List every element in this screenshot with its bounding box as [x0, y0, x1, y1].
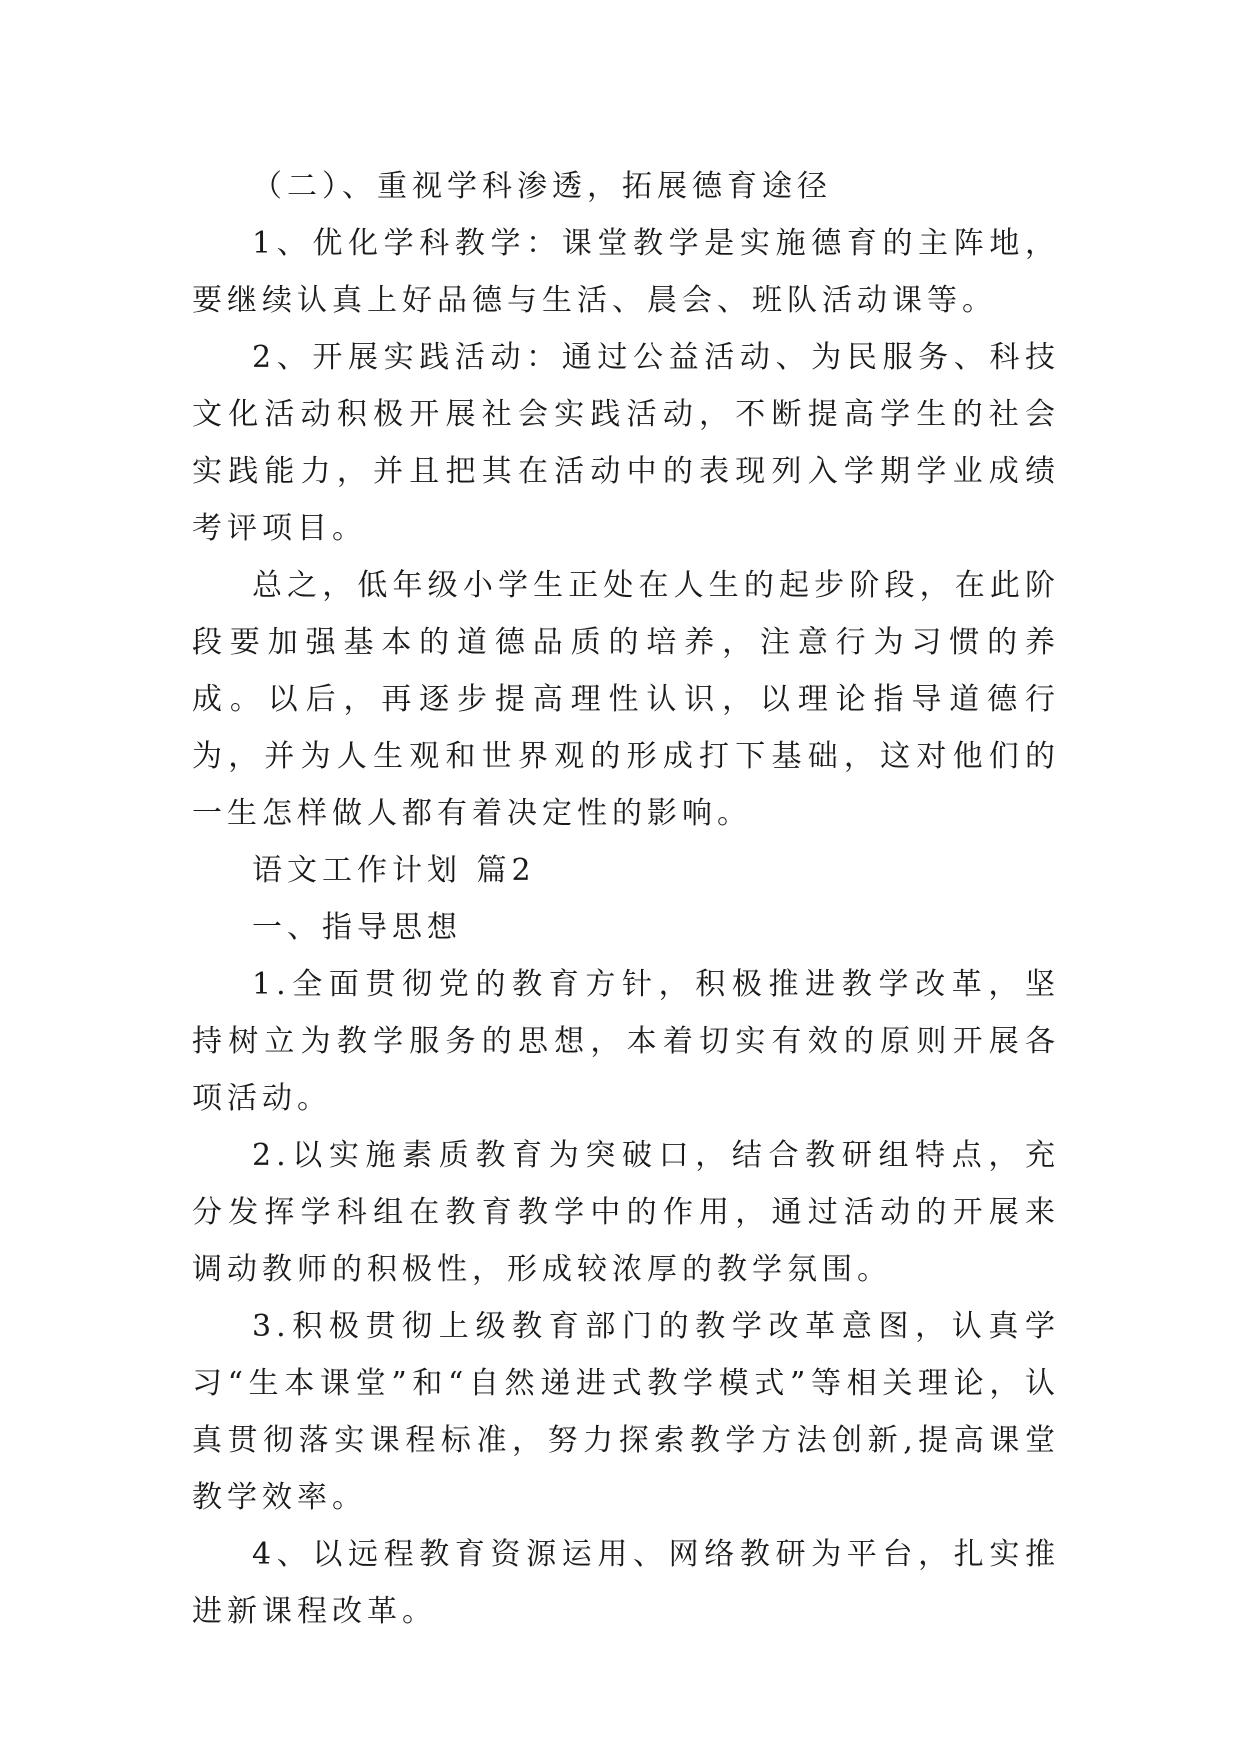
paragraph: 1.全面贯彻党的教育方针，积极推进教学改革，坚持树立为教学服务的思想，本着切实有效的原则开展各项活动。	[192, 967, 1060, 1116]
paragraph: 2.以实施素质教育为突破口，结合教研组特点，充分发挥学科组在教育教学中的作用，通过活动的开展来调动教师的积极性，形成较浓厚的教学氛围。	[192, 1138, 1060, 1287]
paragraph: 2、开展实践活动：通过公益活动、为民服务、科技文化活动积极开展社会实践活动，不断提高学生的社会实践能力，并且把其在活动中的表现列入学期学业成绩考评项目。	[192, 340, 1060, 546]
document-title: 语文工作计划 篇2	[252, 853, 536, 888]
paragraph: 3.积极贯彻上级教育部门的教学改革意图，认真学习“生本课堂”和“自然递进式教学模式”等相关理论，认真贯彻落实课程标准，努力探索教学方法创新,提高课堂教学效率。	[192, 1309, 1060, 1515]
paragraph: 总之，低年级小学生正处在人生的起步阶段，在此阶段要加强基本的道德品质的培养，注意行为习惯的养成。以后，再逐步提高理性认识，以理论指导道德行为，并为人生观和世界观的形成打下基础，这对他们的一生怎样做人都有着决定性的影响。	[192, 568, 1060, 831]
section-heading: 一、指导思想	[252, 910, 462, 945]
paragraph: 1、优化学科教学：课堂教学是实施德育的主阵地，要继续认真上好品德与生活、晨会、班队活动课等。	[192, 226, 1060, 318]
section-heading: （二）、重视学科渗透，拓展德育途径	[252, 169, 832, 204]
document-body	[192, 158, 1060, 1640]
paragraph: 4、以远程教育资源运用、网络教研为平台，扎实推进新课程改革。	[192, 1537, 1060, 1629]
